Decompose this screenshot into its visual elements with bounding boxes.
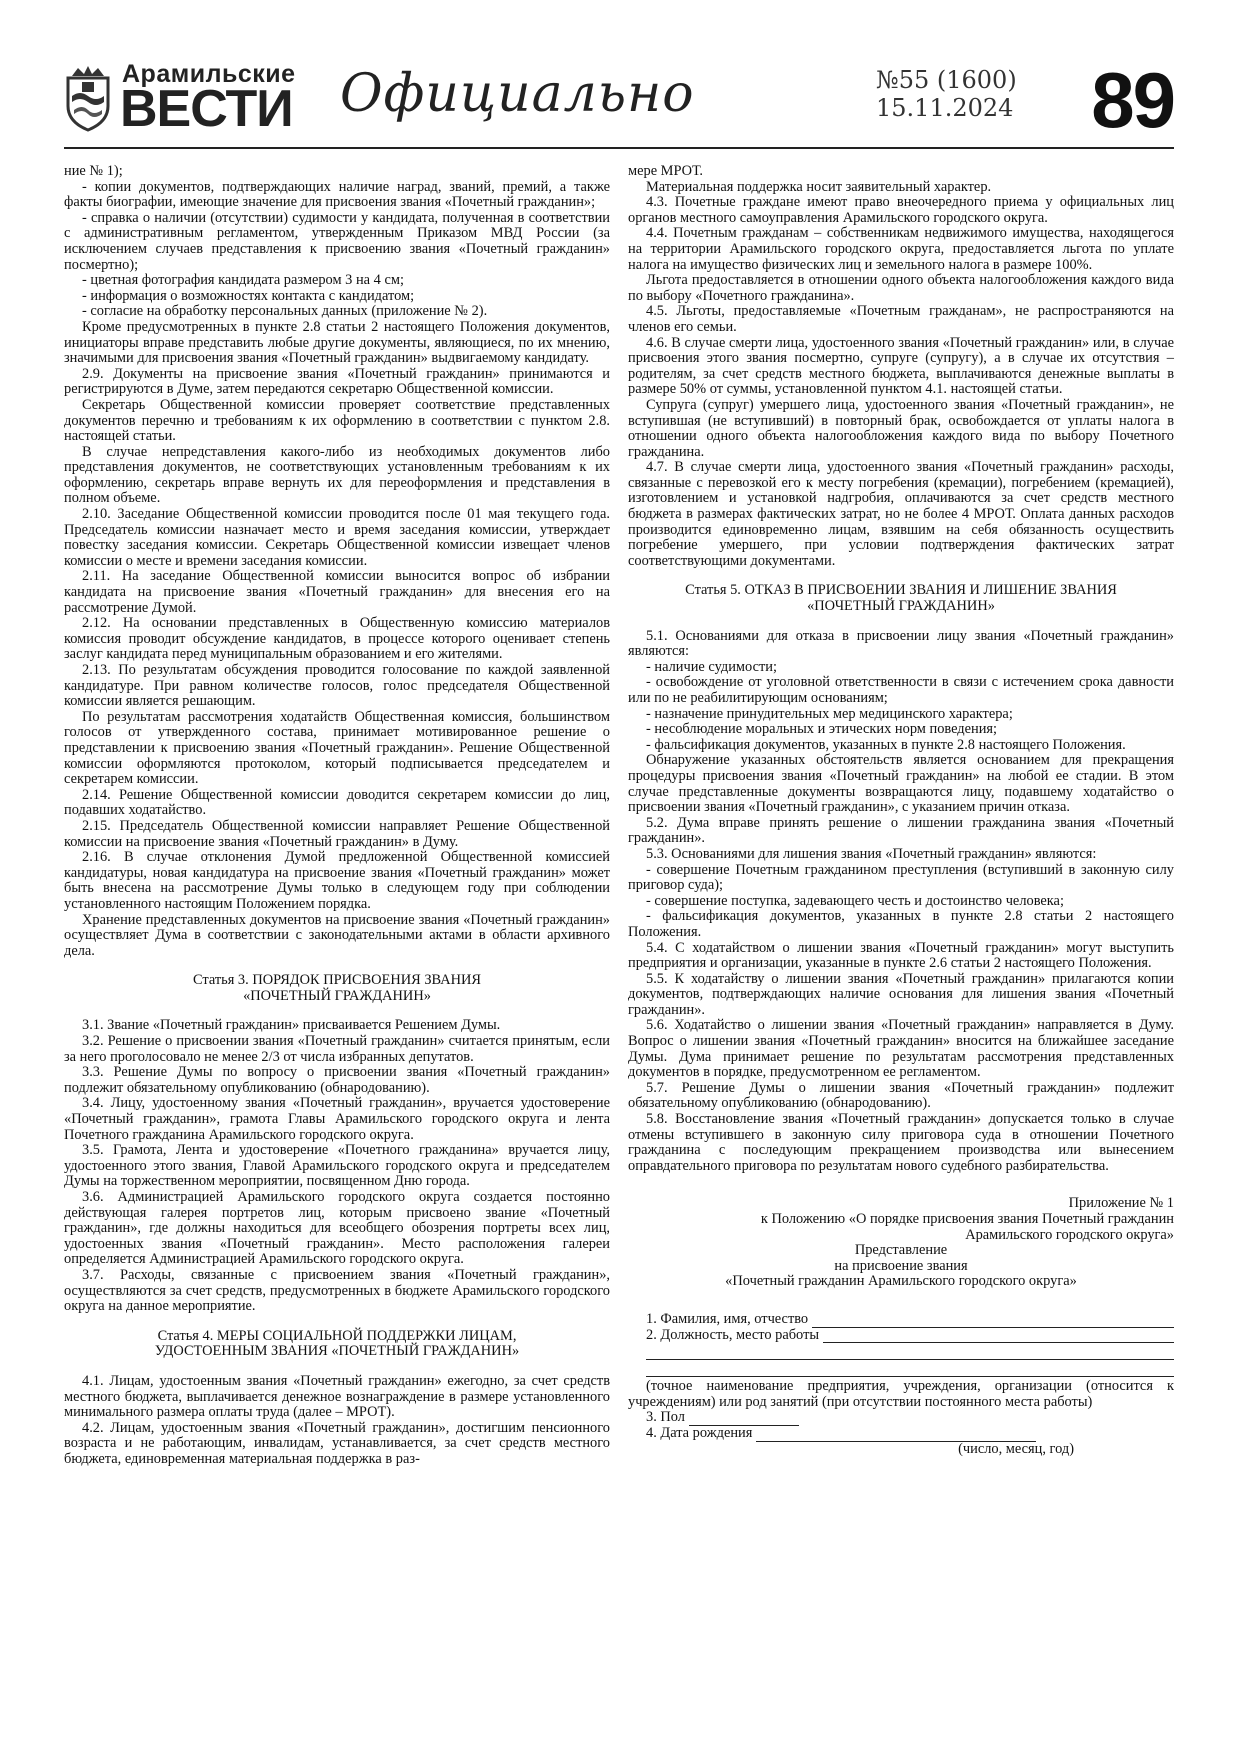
paragraph: 2.11. На заседание Общественной комиссии выносится вопрос об избрании кандидата на присвоение звания «Почетный гражданин» для внесения его на рассмотрение Думой. — [64, 568, 610, 616]
field-label: 2. Должность, место работы — [646, 1326, 820, 1343]
paragraph: 5.4. С ходатайством о лишении звания «Почетный гражданин» могут выступить предприятия и организации, указанные в пункте 2.6 статьи 2 настоящего Положения. — [628, 939, 1174, 972]
paragraph: Супруга (супруг) умершего лица, удостоенного звания «Почетный гражданин», не вступившая (не вступивший) в повторный брак, освобождается от уплаты налога в отношении одного объекта налогообложения каждого вида по выбору Почетного гражданина. — [628, 396, 1174, 460]
paragraph: Секретарь Общественной комиссии проверяет соответствие представленных документов перечню и требованиям к их оформлению в соответствии с пунктом 2.8. настоящей статьи. — [64, 396, 610, 445]
paragraph: Материальная поддержка носит заявительный характер. — [646, 178, 992, 195]
paragraph: Обнаружение указанных обстоятельств является основанием для прекращения процедуры присвоения звания «Почетный гражданин» на любой ее стадии. В этом случае представленные документы возвращаются лицу, подавшему ходатайство о присвоении звания «Почетный гражданин», с указанием причин отказа. — [628, 752, 1174, 816]
paragraph: - цветная фотография кандидата размером 3 на 4 см; — [82, 272, 404, 289]
paragraph: 4.6. В случае смерти лица, удостоенного звания «Почетный гражданин» или, в случае присвоения этого звания посмертно, супруге (супругу), а в случае их отсутствия – родителям, за счет средств местного бюджета, выплачиваются денежные выплаты в размере 50% от суммы, установленной пунктом 4.1. настоящей статьи. — [628, 334, 1174, 398]
field-blank-line — [646, 1345, 1174, 1360]
paragraph: В случае непредставления какого-либо из необходимых документов либо представления документов, не соответствующих установленным требованиям к их оформлению, секретарь вправе вернуть их для переоформления и представления в полном объеме. — [64, 443, 610, 507]
appendix-reference — [628, 1196, 1174, 1243]
article-5-heading — [628, 583, 1174, 614]
heading-line: Статья 5. ОТКАЗ В ПРИСВОЕНИИ ЗВАНИЯ И ЛИШЕНИЕ ЗВАНИЯ — [685, 582, 1117, 599]
heading-line: УДОСТОЕННЫМ ЗВАНИЯ «ПОЧЕТНЫЙ ГРАЖДАНИН» — [154, 1343, 520, 1360]
paragraph: Кроме предусмотренных в пункте 2.8 статьи 2 настоящего Положения документов, инициаторы вправе представить любые другие документы, являющиеся, по их мнению, значимыми для присвоения звания «Почетный гражданин» выдвигаемому кандидату. — [64, 318, 610, 367]
paragraph: 3.1. Звание «Почетный гражданин» присваивается Решением Думы. — [82, 1017, 501, 1034]
form-title — [628, 1243, 1174, 1290]
form-title-line: на присвоение звания — [834, 1257, 968, 1274]
logo-top-text: Арамильские — [122, 60, 296, 88]
paragraph: 3.3. Решение Думы по вопросу о присвоении звания «Почетный гражданин» подлежит обязательному опубликованию (обнародованию). — [64, 1064, 610, 1096]
field-label: 1. Фамилия, имя, отчество — [646, 1310, 809, 1327]
paragraph: - информация о возможностях контакта с кандидатом; — [82, 287, 415, 304]
paragraph: - совершение Почетным гражданином преступления (вступивший в законную силу приговор суда); — [628, 861, 1174, 894]
field-blank-line — [646, 1362, 1174, 1377]
paragraph: 5.5. К ходатайству о лишении звания «Почетный гражданин» прилагаются копии документов, подтверждающих наличие основания для лишения звания «Почетный гражданин». — [628, 970, 1174, 1018]
form-field-position — [646, 1328, 1174, 1344]
field-label: 4. Дата рождения — [646, 1424, 753, 1441]
paragraph: 5.7. Решение Думы о лишении звания «Почетный гражданин» подлежит обязательному опубликованию (обнародованию). — [628, 1079, 1174, 1112]
form-field-sex — [646, 1410, 1174, 1426]
form-field-name — [646, 1312, 1174, 1328]
paragraph: 5.8. Восстановление звания «Почетный гражданин» допускается только в случае отмены вступившего в законную силу приговора суда в отношении Почетного гражданина с последующим прекращением производства или вынесением оправдательного приговора по результатам нового судебного разбирательства. — [628, 1111, 1174, 1174]
paragraph: 2.15. Председатель Общественной комиссии направляет Решение Общественной комиссии на присвоение звания «Почетный гражданин» в Думу. — [64, 817, 610, 850]
heading-line: «ПОЧЕТНЫЙ ГРАЖДАНИН» — [807, 598, 995, 615]
paragraph: 3.2. Решение о присвоении звания «Почетный гражданин» считается принятым, если за него проголосовало не менее 2/3 от числа избранных депутатов. — [64, 1033, 610, 1065]
header-rule — [64, 147, 1174, 149]
paragraph: 2.14. Решение Общественной комиссии доводится секретарем комиссии до лиц, подавших ходатайство. — [64, 786, 610, 819]
paragraph: 3.5. Грамота, Лента и удостоверение «Почетного гражданина» вручается лицу, удостоенного этого звания, Главой Арамильского городского округа и председателем Думы на торжественном мероприятии, посвященном Дню города. — [64, 1142, 610, 1190]
heading-line: Статья 3. ПОРЯДОК ПРИСВОЕНИЯ ЗВАНИЯ — [192, 972, 482, 989]
paragraph: 2.16. В случае отклонения Думой предложенной Общественной комиссией кандидатуры, новая кандидатура на присвоение звания «Почетный гражданин» может быть внесена на рассмотрение Думы только в следующем году при соблюдении установленного настоящим Положением порядка. — [64, 849, 610, 912]
paragraph: - совершение поступка, задевающего честь и достоинство человека; — [646, 892, 1064, 909]
left-column — [64, 164, 610, 1468]
paragraph: 2.12. На основании представленных в Общественную комиссию материалов комиссия проводит обсуждение кандидатов, в процессе которого оценивает степень заслуг кандидата перед муниципальным образованием и его жителями. — [64, 615, 610, 663]
paragraph: 3.6. Администрацией Арамильского городского округа создается постоянно действующая галерея портретов лиц, которым присвоено звание «Почетный гражданин», где должны находиться для всеобщего обозрения портреты всех лиц, удостоенных звания «Почетный гражданин». Место расположения галереи определяется Администрацией Арамильского городского округа. — [64, 1189, 610, 1268]
paragraph: 4.2. Лицам, удостоенным звания «Почетный гражданин», достигшим пенсионного возраста и не работающим, инвалидам, устанавливается, за счет средств местного бюджета, единовременная материальная поддержка в раз- — [64, 1419, 610, 1467]
paragraph: 2.10. Заседание Общественной комиссии проводится после 01 мая текущего года. Председатель комиссии назначает место и время заседания комиссии, утверждает повестку заседания комиссии. Секретарь Общественной комиссии извещает членов комиссии о месте и времени заседания комиссии. — [64, 506, 610, 569]
paragraph: - освобождение от уголовной ответственности в связи с истечением срока давности или по не реабилитирующим основаниям; — [628, 674, 1174, 706]
logo-main-text: ВЕСТИ — [120, 80, 293, 138]
paragraph: Льгота предоставляется в отношении одного объекта налогообложения каждого вида по выбору «Почетного гражданина». — [628, 272, 1174, 304]
paragraph: 4.1. Лицам, удостоенным звания «Почетный гражданин» ежегодно, за счет средств местного бюджета, выплачивается денежное вознаграждение в размере установленного минимального размера оплаты труда (далее – МРОТ). — [64, 1372, 610, 1421]
newspaper-logo — [64, 60, 294, 140]
paragraph: 4.3. Почетные граждане имеют право внеочередного приема у официальных лиц органов местного самоуправления Арамильского городского округа. — [628, 194, 1174, 226]
appendix-line: к Положению «О порядке присвоения звания Почетный гражданин — [760, 1211, 1174, 1227]
paragraph: 4.5. Льготы, предоставляемые «Почетным гражданам», не распространяются на членов его семьи. — [628, 303, 1174, 335]
issue-date: 15.11.2024 — [876, 94, 1014, 122]
paragraph: - несоблюдение моральных и этических норм поведения; — [646, 721, 998, 738]
paragraph: 4.7. В случае смерти лица, удостоенного звания «Почетный гражданин» расходы, связанные с перевозкой его к месту погребения (кремации), погребением (кремацией), изготовлением и установкой надгробия, оплачиваются за счет средств местного бюджета в размерах фактических затрат, но не более 4 МРОТ. Оплата данных расходов производится единовременно лицам, взявшим на себя обязанность осуществить погребение умершего, при условии подтверждения фактических затрат соответствующими документами. — [628, 459, 1174, 569]
city-crest-icon — [64, 62, 112, 132]
right-column — [628, 164, 1174, 1457]
paragraph: мере МРОТ. — [628, 163, 703, 179]
paragraph: 5.2. Дума вправе принять решение о лишении гражданина звания «Почетный гражданин». — [628, 814, 1174, 847]
masthead — [64, 56, 1174, 146]
page-number: 89 — [1091, 56, 1174, 144]
paragraph: ние № 1); — [64, 163, 123, 179]
paragraph: - фальсификация документов, указанных в пункте 2.8 статьи 2 настоящего Положения. — [628, 908, 1174, 940]
birthdate-caption: (число, месяц, год) — [958, 1440, 1074, 1457]
paragraph: 4.4. Почетным гражданам – собственникам недвижимого имущества, находящегося на территории Арамильского городского округа, предоставляется льгота по уплате налога на имущество физических лиц и земельного налога в размере 100%. — [628, 225, 1174, 273]
form-title-line: Представление — [854, 1242, 948, 1259]
appendix-line: Приложение № 1 — [1068, 1195, 1174, 1212]
paragraph: Хранение представленных документов на присвоение звания «Почетный гражданин» осуществляет Дума в соответствии с законодательными актами в области архивного дела. — [64, 911, 610, 959]
field-blank-line — [823, 1330, 1174, 1343]
paragraph: - копии документов, подтверждающих наличие наград, званий, премий, а также факты биографии, имеющие значение для присвоения звания «Почетный гражданин»; — [64, 178, 610, 211]
heading-line: Статья 4. МЕРЫ СОЦИАЛЬНОЙ ПОДДЕРЖКИ ЛИЦАМ, — [157, 1327, 517, 1344]
paragraph: 5.6. Ходатайство о лишении звания «Почетный гражданин» направляется в Думу. Вопрос о лишении звания «Почетный гражданин» вносится на ближайшее заседание Думы. Дума принимает решение по результатам рассмотрения представленных документов в порядке, предусмотренном ее регламентом. — [628, 1017, 1174, 1081]
article-4-heading — [64, 1329, 610, 1360]
paragraph: - наличие судимости; — [646, 658, 777, 675]
paragraph: По результатам рассмотрения ходатайств Общественная комиссия, большинством голосов от утвержденного состава, принимает мотивированное решение о представлении к присвоению звания «Почетный гражданин». Решение Общественной комиссии оформляются протоколом, который подписывается председателем и секретарем комиссии. — [64, 708, 610, 788]
paragraph: 2.13. По результатам обсуждения проводится голосование по каждой заявленной кандидатуре. При равном количестве голосов, голос председателя Общественной комиссии является решающим. — [64, 662, 610, 710]
paragraph: - фальсификация документов, указанных в пункте 2.8 настоящего Положения. — [646, 736, 1126, 753]
paragraph: - назначение принудительных мер медицинского характера; — [646, 705, 1013, 722]
paragraph: 5.3. Основаниями для лишения звания «Почетный гражданин» являются: — [646, 845, 1097, 862]
field-label: 3. Пол — [646, 1409, 685, 1426]
paragraph: 5.1. Основаниями для отказа в присвоении лицу звания «Почетный гражданин» являются: — [628, 627, 1174, 660]
field-blank-line — [812, 1315, 1174, 1328]
paragraph: 2.9. Документы на присвоение звания «Почетный гражданин» принимаются и регистрируются в Думе, затем передаются секретарю Общественной комиссии. — [64, 365, 610, 398]
section-title: Официально — [340, 64, 695, 124]
issue-info — [876, 66, 1017, 122]
field-blank-line — [689, 1413, 799, 1426]
form-title-line: «Почетный гражданин Арамильского городского округа» — [725, 1273, 1077, 1290]
issue-number: №55 (1600) — [876, 66, 1017, 94]
paragraph: - справка о наличии (отсутствии) судимости у кандидата, полученная в соответствии с административным регламентом, утвержденным Приказом МВД России (за исключением случаев представления к присвоению звания «Почетный гражданин» посмертно); — [64, 209, 610, 273]
paragraph: 3.7. Расходы, связанные с присвоением звания «Почетный гражданин», осуществляются за счет средств, предусмотренных в бюджете Арамильского городского округа на данное мероприятие. — [64, 1266, 610, 1315]
heading-line: «ПОЧЕТНЫЙ ГРАЖДАНИН» — [243, 987, 431, 1004]
paragraph: - согласие на обработку персональных данных (приложение № 2). — [82, 303, 488, 320]
field-blank-line — [756, 1429, 1036, 1442]
article-3-heading — [64, 973, 610, 1004]
appendix-line: Арамильского городского округа» — [965, 1226, 1174, 1243]
form-field-birthdate — [646, 1426, 1174, 1442]
form-note: (точное наименование предприятия, учреждения, организации (относится к учреждениям) или род занятий (при отсутствии постоянного места работы) — [628, 1378, 1174, 1410]
paragraph: 3.4. Лицу, удостоенному звания «Почетный гражданин», вручается удостоверение «Почетный гражданин», грамота Главы Арамильского городского округа и лента Почетного гражданина Арамильского городского округа. — [64, 1095, 610, 1143]
